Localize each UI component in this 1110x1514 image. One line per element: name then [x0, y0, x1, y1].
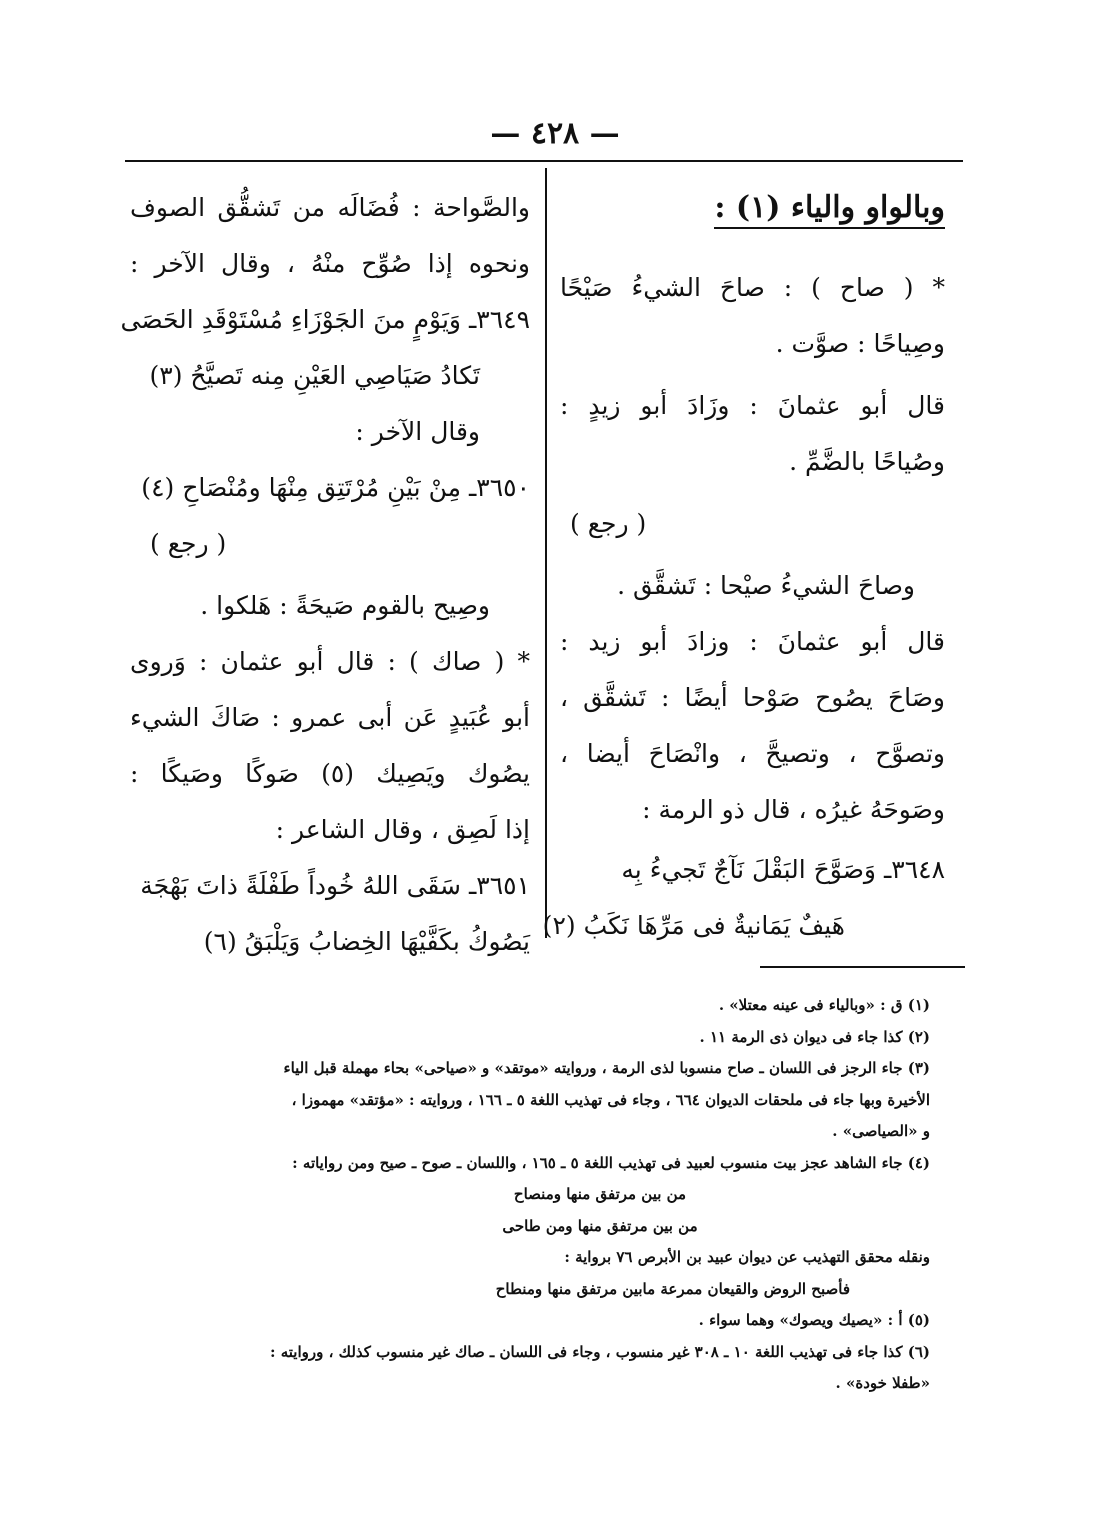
text-line: وتصوَّح ، وتصيحَّ ، وانْصَاحَ أيضا ،	[560, 739, 945, 768]
text-line: ونحوه إذا صُوِّح منْهُ ، وقال الآخر :	[130, 249, 530, 278]
text-line: * ( صاك ) : قال أبو عثمان : وَروى	[130, 647, 530, 676]
footnote-line: (٥) أ : «يصيك ويصوك» وهما سواء .	[698, 1311, 930, 1329]
verse-line: يَصُوكُ بكَفَّيْهَا الخِضابُ وَيَلْبَقُ (٦)	[203, 927, 530, 956]
footnote-line: «طفلا خودة» .	[835, 1374, 930, 1392]
right-column	[542, 180, 945, 954]
header-rule	[125, 160, 963, 162]
verse-line: هَيفٌ يَمَانيةٌ فى مَرِّهَا نَكَبُ (٢)	[542, 911, 845, 940]
footnote-line: (٣) جاء الرجز فى اللسان ـ صاح منسوبا لذى الرمة ، وروايته «موتقد» و «صياحى» بحاء مهملة قبل الياء	[283, 1059, 930, 1077]
text-line: وصِياحًا : صوَّت .	[775, 329, 945, 358]
text-line: يصُوك ويَصِيك (٥) صَوكًا وصَيكًا :	[130, 759, 530, 788]
text-line: وصُياحًا بالضَّمِّ .	[789, 447, 945, 476]
verse-line: ٣٦٤٩ـ وَيَوْمٍ منَ الجَوْزَاءِ مُسْتَوْقَدِ الحَصَى	[120, 305, 530, 334]
footnote-line: (٢) كذا جاء فى ديوان ذى الرمة ١١ .	[699, 1027, 930, 1046]
footnote-line: (٦) كذا جاء فى تهذيب اللغة ١٠ ـ ٣٠٨ غير منسوب ، وجاء فى اللسان ـ صاك غير منسوب كذلك ، وروايته :	[269, 1342, 930, 1361]
text-line: إذا لَصِق ، وقال الشاعر :	[275, 815, 530, 844]
column-divider	[545, 168, 547, 938]
page-number: — ٤٢٨ —	[490, 116, 620, 151]
footnote-line: الأخيرة وبها جاء فى ملحقات الديوان ٦٦٤ ، وجاء فى تهذيب اللغة ٥ ـ ١٦٦ ، وروايته : «مؤتقد» مهموزا ،	[291, 1090, 930, 1109]
footnote-line: و «الصياصى» .	[832, 1122, 930, 1140]
verse-line: تَكادُ صَيَاصِي العَيْنِ مِنه تَصيَّحُ (٣)	[149, 361, 480, 390]
text-line: والصَّواحة : فُضَالَه من تَشقُّق الصوف	[130, 193, 530, 222]
footnote-verse: من بين مرتفق منها ومن طاحى	[502, 1216, 698, 1235]
text-line: وصاحَ الشيءُ صيْحا : تَشقَّق .	[617, 571, 915, 600]
footnote-verse: فأصبح الروض والقيعان ممرعة مابين مرتفق منها ومنطاح	[495, 1279, 850, 1298]
rejoin-marker: ( رجع )	[570, 509, 647, 538]
text-line: قال أبو عثمانَ : وزادَ أبو زيد :	[560, 627, 945, 656]
verse-line: ٣٦٤٨ـ وَصَوَّحَ البَقْلَ نَآجٌ تَجيءُ بِه	[621, 855, 945, 884]
footnote-line: (١) ق : «وبالياء فى عينه معتلا» .	[718, 996, 930, 1014]
text-line: * ( صاح ) : صاحَ الشيءُ صَيْحًا	[560, 273, 945, 302]
section-heading: وبالواو والياء (١) :	[560, 180, 945, 236]
text-line: وصِيح بالقوم صَيحَةً : هَلكوا .	[200, 591, 490, 620]
rejoin-marker: ( رجع )	[150, 529, 227, 558]
footnote-line: (٤) جاء الشاهد عجز بيت منسوب لعبيد فى تهذيب اللغة ٥ ـ ١٦٥ ، واللسان ـ صوح ـ صيح ومن رواياته :	[292, 1153, 930, 1172]
text-line: وصَوحَهُ غيرُه ، قال ذو الرمة :	[642, 795, 945, 824]
text-line: وصَاحَ يصُوح صَوْحا أيضًا : تَشقَّق ،	[560, 683, 945, 712]
footnotes	[150, 990, 930, 1400]
verse-line: ٣٦٥١ـ سَقَى اللهُ خُوداً طَفْلَةً ذاتَ بَهْجَة	[140, 871, 530, 900]
verse-line: ٣٦٥٠ـ مِنْ بَيْنِ مُرْتَتِق مِنْهَا ومُنْصَاحِ (٤)	[141, 473, 530, 502]
text-line: وقال الآخر :	[355, 417, 480, 446]
footnote-verse: من بين مرتفق منها ومنصاح	[513, 1185, 687, 1203]
footnote-line: ونقله محقق التهذيب عن ديوان عبيد بن الأبرص ٧٦ برواية :	[564, 1248, 930, 1266]
text-line: قال أبو عثمانَ : وزَادَ أبو زيدٍ :	[560, 391, 945, 420]
footnote-rule	[760, 966, 965, 968]
left-column	[120, 180, 530, 970]
text-line: أبو عُبَيدٍ عَن أبى عمرو : صَاكَ الشيء	[130, 703, 530, 732]
